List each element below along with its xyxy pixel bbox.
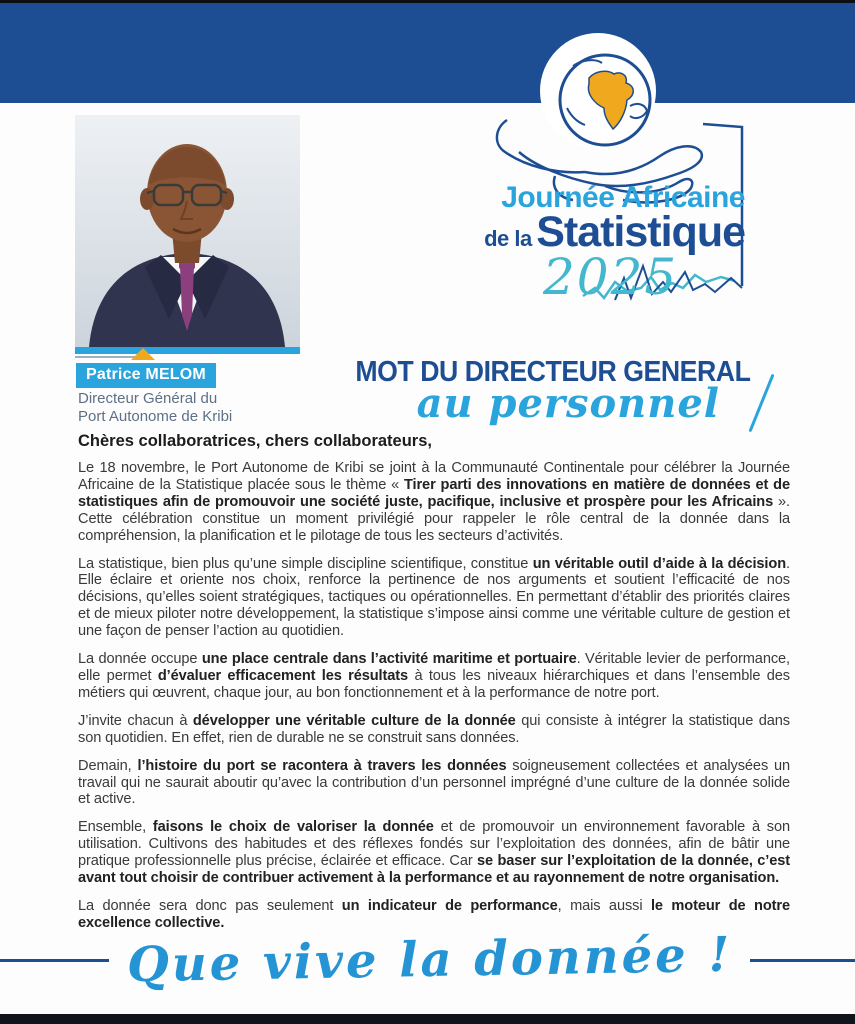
name-badge: Patrice MELOM bbox=[76, 363, 216, 388]
paragraph: Le 18 novembre, le Port Autonome de Kribi se joint à la Communauté Continentale pour célébrer la Journée Africaine de la Statistique placée sous le thème « Tirer parti des innovations en matière de données et de statistiques afin de promouvoir une société juste, pacifique, inclusive et prospère pour les Africains ». Cette célébration constitue un moment privilégié pour rappeler le rôle central de la donnée dans la compréhension, la planification et le pilotage de tous les secteurs d’activités. bbox=[78, 460, 790, 544]
paragraph: La donnée occupe une place centrale dans l’activité maritime et portuaire. Véritable levier de performance, elle permet d’évaluer efficacement les résultats à tous les niveaux hiérarchiques et dans l’ensemble des métiers qui œuvrent, chaque jour, au bon fonctionnement et à la performance de notre port. bbox=[78, 651, 791, 701]
profile-role bbox=[78, 390, 232, 426]
closing-rule-left bbox=[0, 959, 109, 962]
footer-bar bbox=[0, 1014, 855, 1024]
caption-pointer-icon bbox=[131, 348, 155, 360]
page-title: MOT DU DIRECTEUR GENERAL bbox=[354, 356, 750, 388]
portrait-photo bbox=[75, 115, 300, 354]
logo-year: 2025 bbox=[543, 248, 679, 306]
logo-wordmark-line2 bbox=[325, 208, 745, 257]
paragraph: Ensemble, faisons le choix de valoriser la donnée et de promouvoir un environnement favorable à son utilisation. Cultivons des habitudes et des réflexes fondés sur l’exploitation des données, afin de bâtir une pratique professionnelle plus précise, éclairée et efficace. Car se baser sur l’exploitation de la donnée, c’est avant tout choisir de contribuer activement à la performance et au rayonnement de notre organisation. bbox=[78, 819, 791, 887]
paragraph: La donnée sera donc pas seulement un indicateur de performance, mais aussi le moteur de notre excellence collective. bbox=[78, 897, 790, 931]
paragraphs bbox=[78, 460, 790, 932]
logo-dela: de la bbox=[484, 226, 532, 251]
logo-statistique: Statistique bbox=[536, 208, 745, 256]
director-portrait-icon bbox=[75, 115, 300, 347]
paragraph: Demain, l’histoire du port se racontera à travers les données soigneusement collectées et analysées un travail qui ne saurait aboutir qu’avec la contribution d’un personnel imprégné d’une culture de la donnée solide et active. bbox=[78, 757, 790, 808]
closing-row bbox=[0, 915, 855, 1005]
script-flourish bbox=[748, 374, 774, 433]
logo-wordmark-line1: Journée Africaine bbox=[501, 181, 745, 214]
profile-role-line1: Directeur Général du bbox=[78, 390, 218, 407]
paragraph: La statistique, bien plus qu’une simple discipline scientifique, constitue un véritable outil d’aide à la décision. Elle éclaire et oriente nos choix, renforce la pertinence de nos arguments et soutient l’efficacité de nos décisions, qu’elles soient stratégiques, tactiques ou opérationnelles. En permettant d’établir des priorités claires et de mieux piloter notre développement, la statistique s’impose ainsi comme une véritable culture de gestion et une façon de penser l’action au quotidien. bbox=[78, 555, 790, 640]
salutation: Chères collaboratrices, chers collaborateurs, bbox=[78, 432, 432, 450]
portrait-underline bbox=[75, 347, 300, 354]
paragraph: J’invite chacun à développer une véritable culture de la donnée qui consiste à intégrer la statistique dans son quotidien. En effet, rien de durable ne se construit sans données. bbox=[78, 712, 790, 746]
profile-role-line2: Port Autonome de Kribi bbox=[78, 408, 233, 425]
closing-slogan: Que vive la donnée ! bbox=[126, 926, 733, 994]
page-subtitle: au personnel bbox=[416, 380, 720, 427]
letter-body bbox=[78, 432, 790, 943]
closing-rule-right bbox=[750, 959, 855, 962]
